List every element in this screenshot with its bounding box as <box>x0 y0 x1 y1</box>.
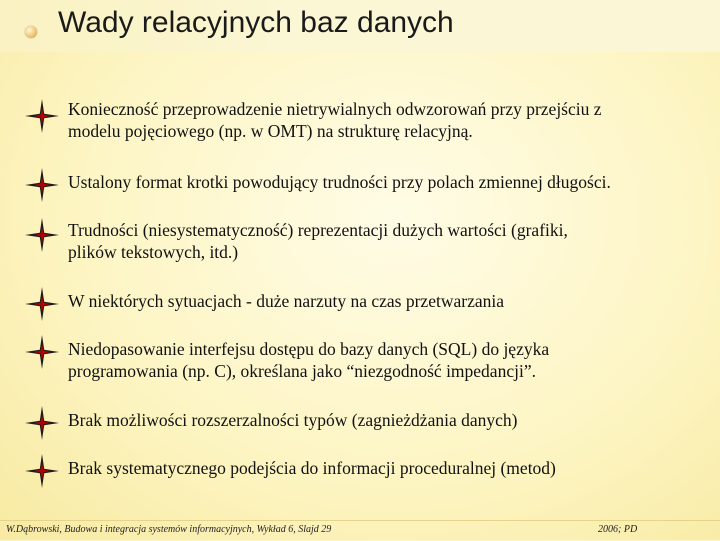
four-point-star-icon <box>24 405 60 441</box>
bullet-text <box>68 338 708 382</box>
four-point-star-icon <box>24 98 60 134</box>
bullet-line: programowania (np. C), określana jako “niezgodność impedancji”. <box>68 361 536 381</box>
bullet-text <box>68 409 708 431</box>
bullet-text <box>68 290 708 312</box>
four-point-star-icon <box>24 453 60 489</box>
title-bullet-icon <box>25 26 37 38</box>
bullet-text <box>68 457 708 479</box>
four-point-star-icon <box>24 334 60 370</box>
slide-footer <box>0 520 720 541</box>
title-bar <box>0 0 720 52</box>
bullet-line: Niedopasowanie interfejsu dostępu do bazy danych (SQL) do języka <box>68 339 550 359</box>
bullet-line: Konieczność przeprowadzenie nietrywialnych odwzorowań przy przejściu z <box>68 99 602 119</box>
bullet-line: Trudności (niesystematyczność) reprezentacji dużych wartości (grafiki, <box>68 220 568 240</box>
footer-citation: W.Dąbrowski, Budowa i integracja systemów informacyjnych, Wykład 6, Slajd 29 <box>6 524 332 535</box>
bullet-line: Ustalony format krotki powodujący trudności przy polach zmiennej długości. <box>68 172 611 192</box>
bullet-line: plików tekstowych, itd.) <box>68 242 239 262</box>
footer-date: 2006; PD <box>598 524 638 535</box>
bullet-line: Brak możliwości rozszerzalności typów (zagnieżdżania danych) <box>68 410 518 430</box>
bullet-text <box>68 171 708 193</box>
bullet-line: W niektórych sytuacjach - duże narzuty na czas przetwarzania <box>68 291 504 311</box>
bullet-text <box>68 219 708 263</box>
slide-title: Wady relacyjnych baz danych <box>58 6 454 39</box>
four-point-star-icon <box>24 217 60 253</box>
four-point-star-icon <box>24 167 60 203</box>
bullet-text <box>68 98 708 142</box>
bullet-line: modelu pojęciowego (np. w OMT) na strukturę relacyjną. <box>68 121 473 141</box>
four-point-star-icon <box>24 286 60 322</box>
bullet-line: Brak systematycznego podejścia do informacji proceduralnej (metod) <box>68 458 556 478</box>
